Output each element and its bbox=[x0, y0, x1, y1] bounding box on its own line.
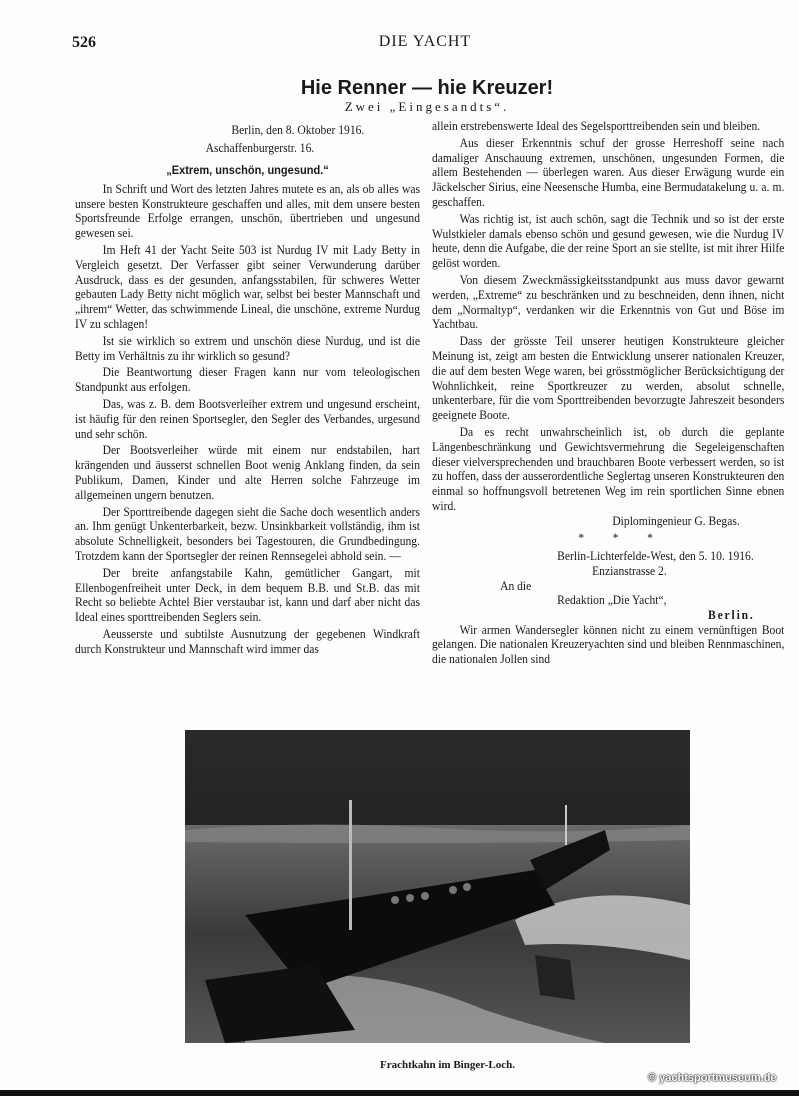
watermark: © yachtsportmuseum.de bbox=[648, 1072, 777, 1084]
paragraph: Der breite anfangstabile Kahn, gemütlicher Gangart, mit Ellenbogenfreiheit unter Deck, in dem bequem B.B. und St.B. das mit Recht so beliebte Achtel Bier verstaubar ist, kann und darf aber nicht das Ideal eines sporttreibenden Seglers sein. bbox=[75, 565, 420, 625]
paragraph: Der Bootsverleiher würde mit einem nur endstabilen, hart krängenden und äusserst schnellen Boot wenig Anklang finden, da sein Publikum, Damen, Kinder und alte Herren solche Fahrzeuge im allgemeinen ungern benutzen. bbox=[75, 443, 420, 502]
letter1-place-date: Berlin, den 8. Oktober 1916. bbox=[231, 123, 365, 137]
page-number: 526 bbox=[72, 34, 96, 51]
letter2-recipient: Redaktion „Die Yacht“, bbox=[557, 592, 667, 607]
paragraph: Von diesem Zweckmässigkeitsstandpunkt aus muss davor gewarnt werden, „Extreme“ zu beschränken und zu beschneiden, denn ihnen, nicht dem „Normaltyp“, verdanken wir die Erkenntnis von Gut und Böse im Yachtbau. bbox=[432, 272, 785, 332]
article-subtitle: Zwei „Eingesandts“. bbox=[344, 99, 510, 114]
paragraph: Da es recht unwahrscheinlich ist, ob durch die geplante Längenbeschränkung und Gewichtsvermehrung die Segeleigenschaften dieser vielversprechenden und brauchbaren Boote verbessert werden, so ist zu hoffen, dass der ausserordentliche Seglertag unseren Konstrukteuren den einmal so hoffnungsvoll betretenen Weg im rein sportlichen Sinne ebnen wird. bbox=[432, 424, 785, 513]
scan-edge bbox=[0, 1090, 799, 1096]
left-column bbox=[75, 121, 420, 659]
figure-caption: Frachtkahn im Binger-Loch. bbox=[380, 1059, 515, 1071]
paragraph: In Schrift und Wort des letzten Jahres mutete es an, als ob alles was unsere besten Konstrukteure geschaffen und alles, mit dem unsere besten Sportsfreunde Erfolge errangen, unschön, übertrieben und ungesund gewesen sei. bbox=[75, 181, 420, 241]
paragraph-continuation: allein erstrebenswerte Ideal des Segelsporttreibenden sein und bleiben. bbox=[432, 119, 761, 133]
letter2-to: An die bbox=[500, 578, 532, 593]
paragraph: Ist sie wirklich so extrem und unschön diese Nurdug, und ist die Betty im Verhältnis zu ihr wirklich so gesund? bbox=[75, 333, 420, 363]
separator: * * * bbox=[578, 530, 666, 545]
paragraph: Die Beantwortung dieser Fragen kann nur vom teleologischen Standpunkt aus erfolgen. bbox=[75, 365, 420, 395]
section-heading: „Extrem, unschön, ungesund.“ bbox=[166, 163, 329, 177]
paragraph: Im Heft 41 der Yacht Seite 503 ist Nurdug IV mit Lady Betty in Vergleich gesetzt. Der Verfasser gibt seiner Verwunderung darüber Ausdruck, dass es der gesunden, anfangsstabilen, für schweres Wetter gebauten Lady Betty nicht möglich war, selbst bei bester Mannschaft und „ihrem“ Wetter, das schwimmende Lineal, die unschöne, extreme Nurdug IV zu schlagen! bbox=[75, 242, 420, 331]
letter2-city: Berlin. bbox=[708, 607, 755, 622]
paragraph: Das, was z. B. dem Bootsverleiher extrem und ungesund erscheint, ist häufig für den reinen Sportsegler, den Segler des Verbandes, urgesund und sehr schön. bbox=[75, 396, 420, 441]
article-title: Hie Renner — hie Kreuzer! bbox=[300, 77, 554, 99]
paragraph: Der Sporttreibende dagegen sieht die Sache doch wesentlich anders an. Ihm genügt Unkenterbarkeit, bezw. Unsinkbarkeit vollständig, ihm ist absolute Schnelligkeit, besonders bei Tagestouren, die Grundbedingung. Trotzdem kann der Sportsegler der reinen Rennsegelei abhold sein. — bbox=[75, 504, 420, 563]
photo-cargo-barge bbox=[185, 730, 690, 1043]
paragraph: Wir armen Wandersegler können nicht zu einem vernünftigen Boot gelangen. Die nationalen Kreuzeryachten sind und bleiben Rennmaschinen, die nationalen Jollen sind bbox=[432, 622, 785, 667]
letter2-place-date: Berlin-Lichterfelde-West, den 5. 10. 1916. bbox=[557, 549, 754, 564]
letter1-address: Aschaffenburgerstr. 16. bbox=[205, 141, 315, 155]
running-head: DIE YACHT bbox=[378, 33, 472, 50]
paragraph: Dass der grösste Teil unserer heutigen Konstrukteure gleicher Meinung ist, zeigt am besten die Entwicklung unserer nationalen Kreuzer, die auf dem besten Wege waren, bei grösstmöglicher Berücksichtigung der Wohnlichkeit, reine Sportkreuzer zu werden, absolut schnelle, unkenterbare, für die vom Sporttreibenden bevorzugte Jahreszeit besonders geeignete Boote. bbox=[432, 334, 785, 423]
letter2-address: Enzianstrasse 2. bbox=[592, 564, 667, 579]
paragraph: Aeusserste und subtilste Ausnutzung der gegebenen Windkraft durch Konstrukteur und Mannschaft wird immer das bbox=[75, 626, 420, 656]
right-column bbox=[432, 119, 784, 669]
paragraph: Was richtig ist, ist auch schön, sagt die Technik und so ist der erste Wulstkieler damals ebenso schön und gesund gewesen, wie die Nurdug IV heute, denn die Aufgabe, die der reine Sport an sie stellte, ist mit ihrer Hilfe gelöst worden. bbox=[432, 211, 785, 271]
signature: Diplomingenieur G. Begas. bbox=[612, 513, 740, 528]
paragraph: Aus dieser Erkenntnis schuf der grosse Herreshoff seine nach damaliger Anschauung extremen, unschönen, ungesunden Formen, die allem Bestehenden — überlegen waren. Aus dieser Erwägung wurde ein Jäckelscher Sirius, eine Neesensche Humba, eine Bermudatakelung u. a. m. geschaffen. bbox=[432, 135, 785, 209]
